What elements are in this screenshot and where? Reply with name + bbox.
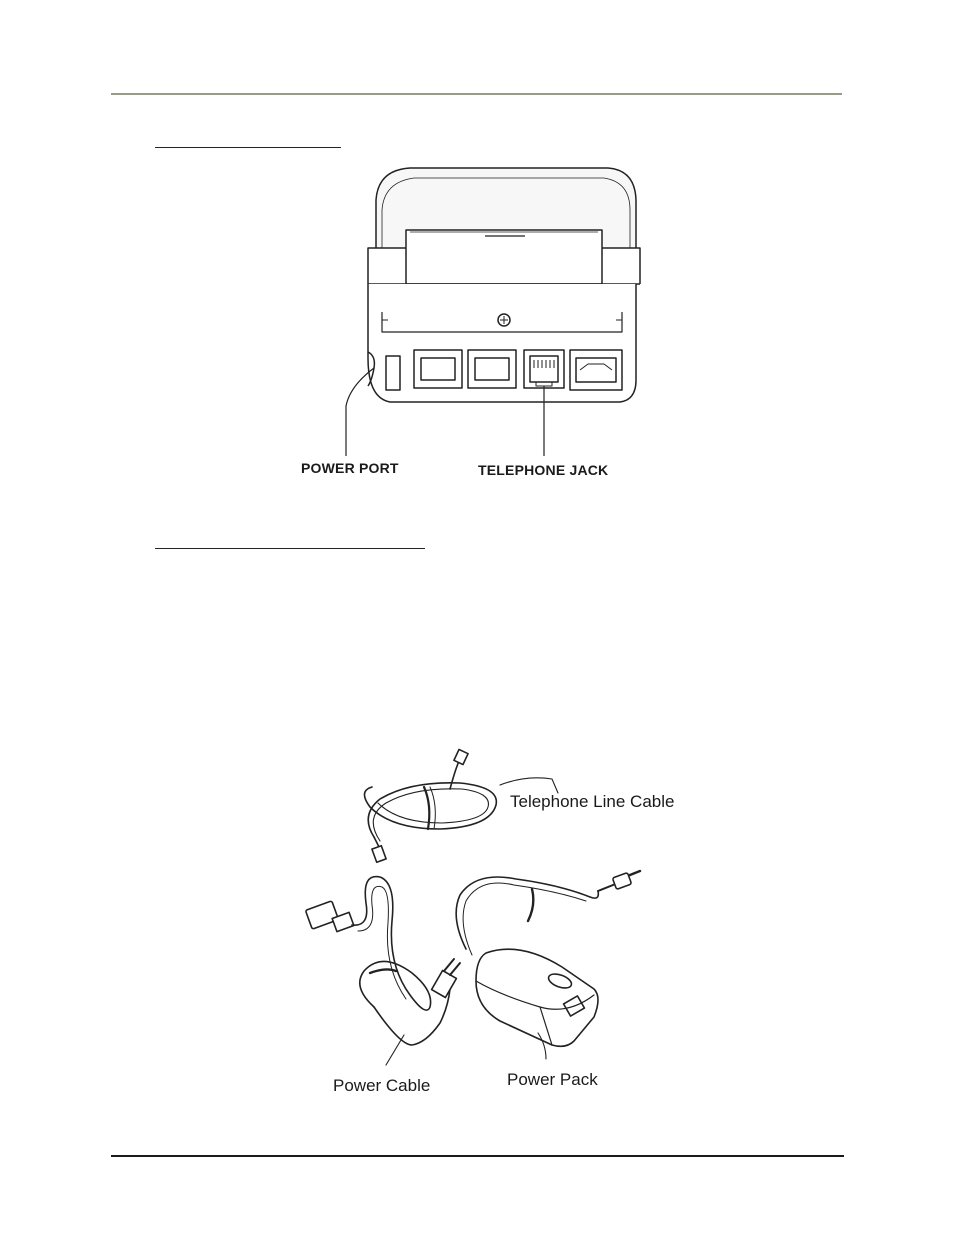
callout-telephone-jack: TELEPHONE JACK	[478, 462, 609, 478]
footer-rule	[111, 1155, 844, 1157]
callout-power-pack: Power Pack	[507, 1070, 598, 1089]
power-pack-drawing	[456, 871, 640, 1059]
power-cable-drawing	[305, 877, 460, 1065]
terminal-back-illustration	[290, 160, 670, 490]
header-rule	[111, 93, 842, 95]
callout-power-port: POWER PORT	[301, 460, 399, 476]
callout-telephone-line-cable: Telephone Line Cable	[510, 792, 675, 811]
section-heading-underline-2	[155, 548, 425, 549]
callout-power-cable: Power Cable	[333, 1076, 431, 1095]
section-heading-underline-1	[155, 147, 341, 148]
